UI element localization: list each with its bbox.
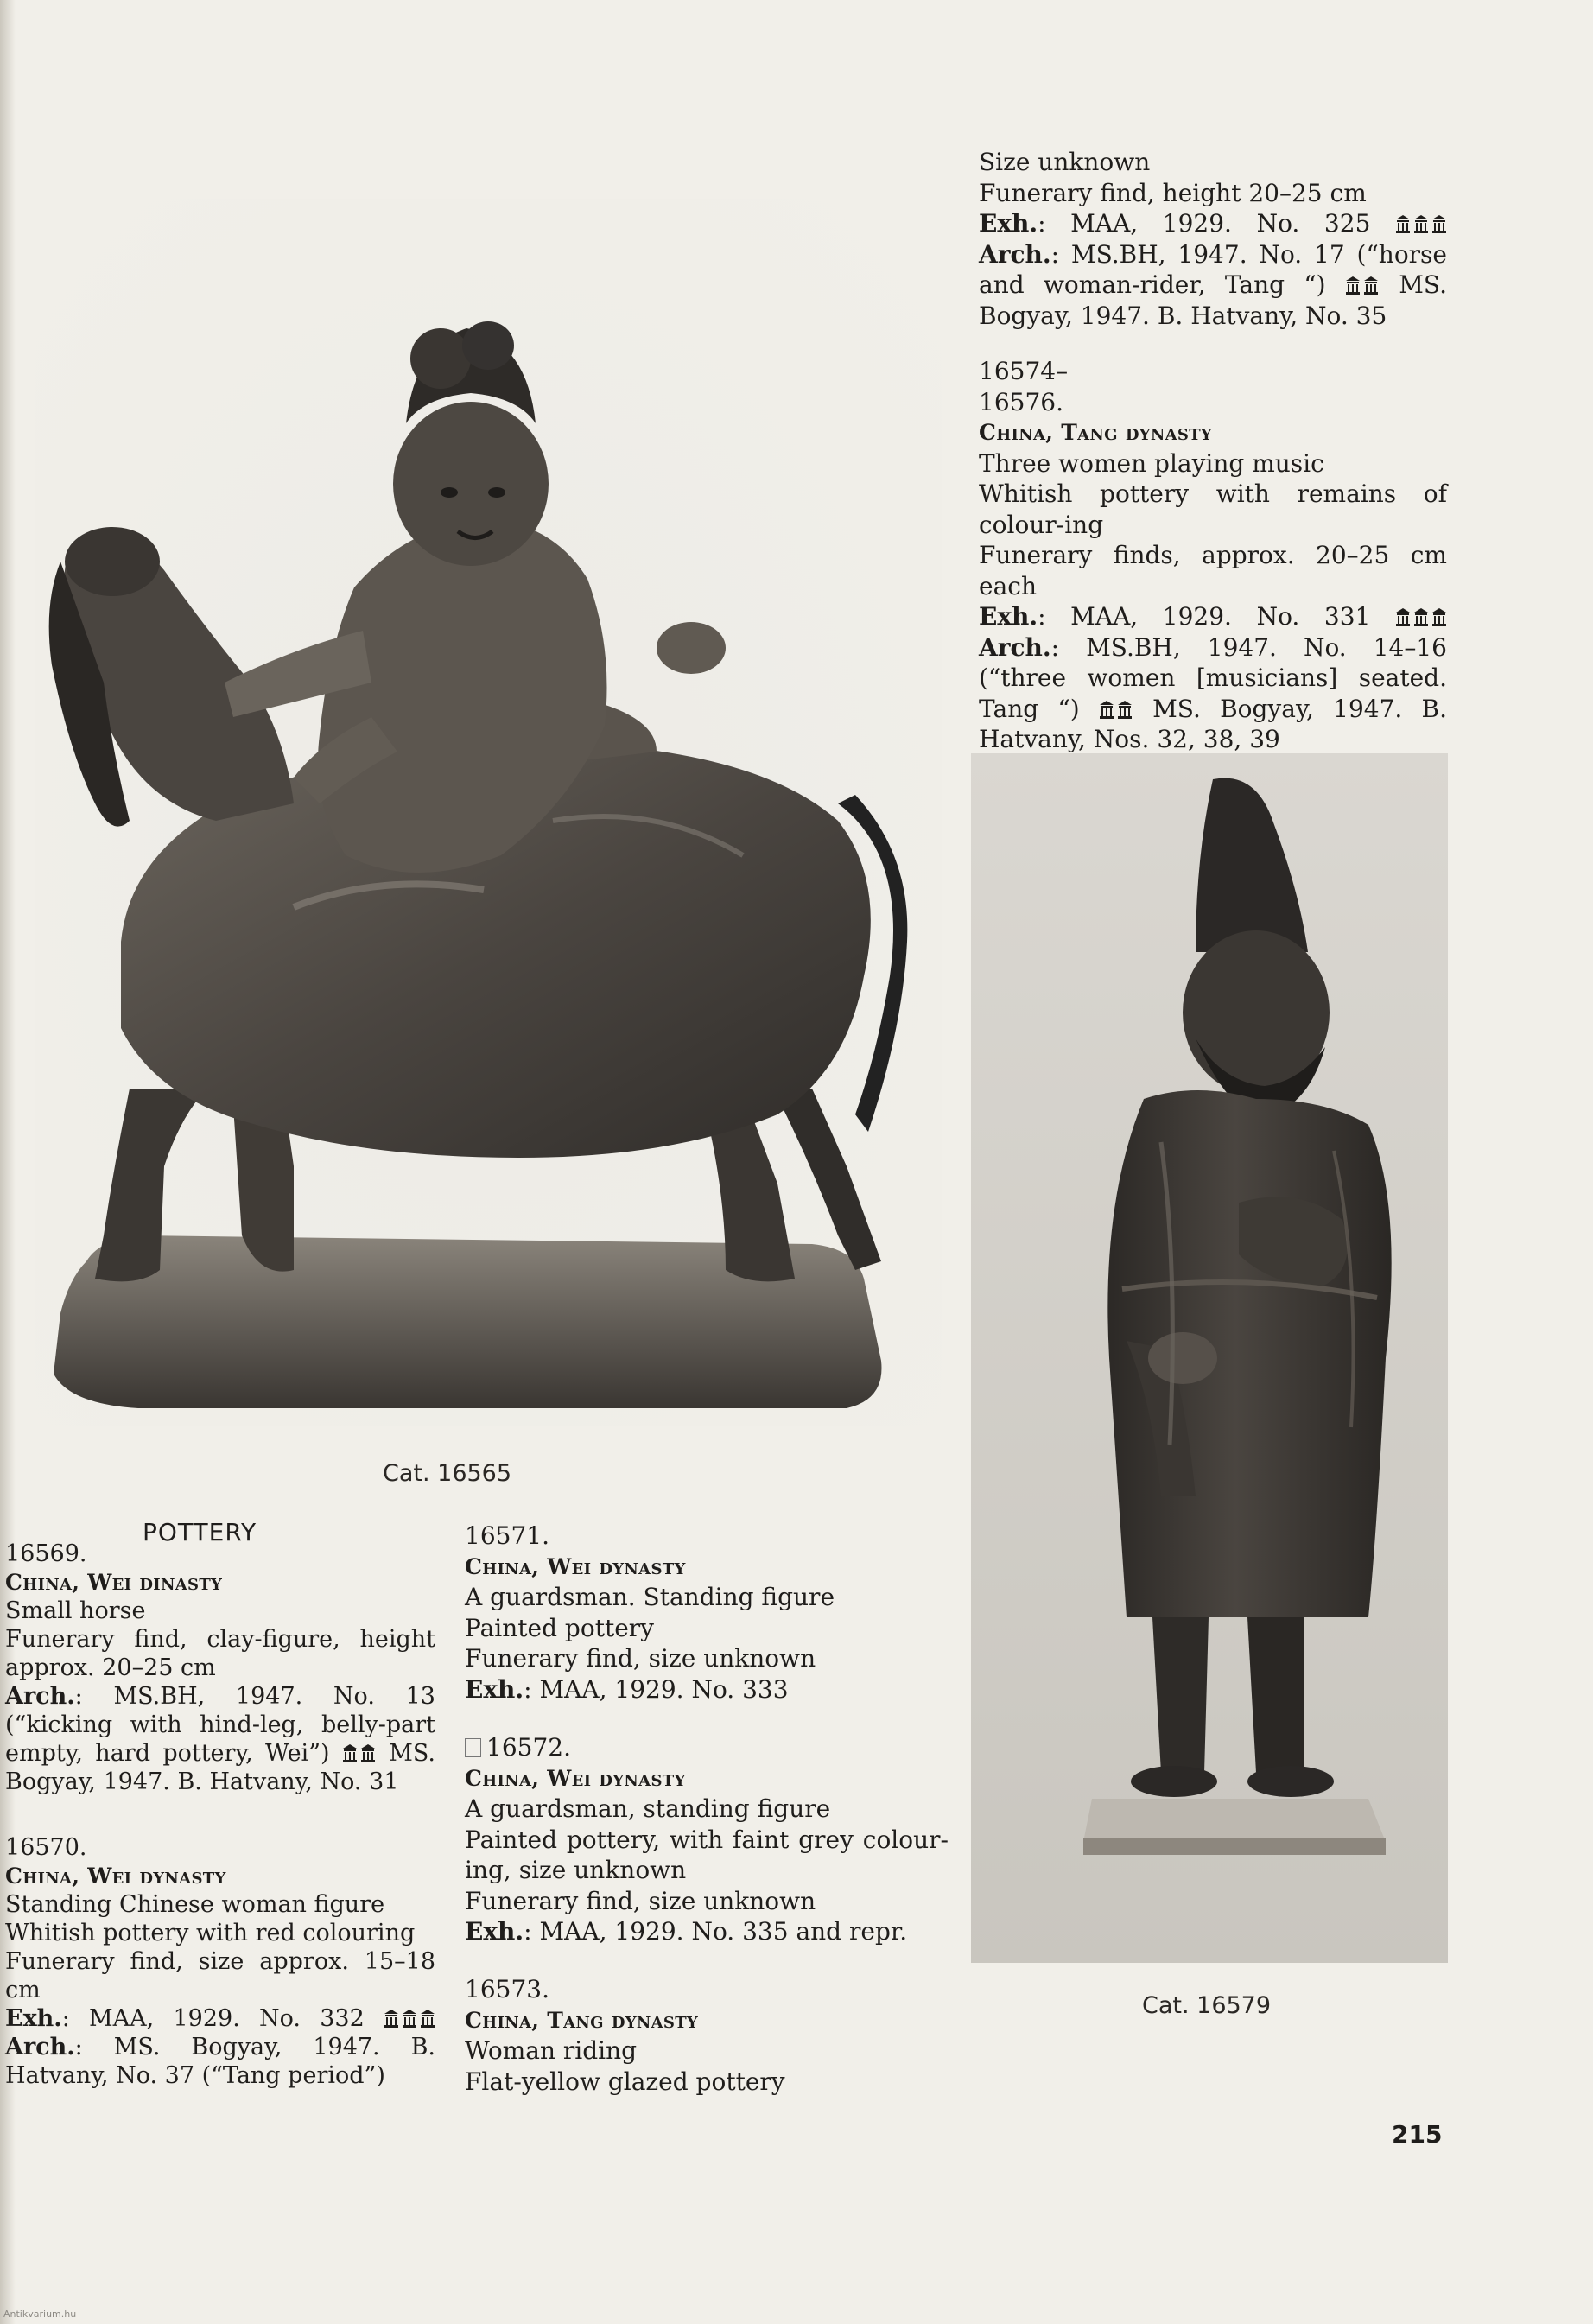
exh-label: Exh. — [465, 1674, 524, 1704]
arch-text: : MS. Bogyay, 1947. B. Hatvany, No. 37 (“Tang period”) — [5, 2034, 435, 2089]
temple-icon — [342, 1743, 377, 1762]
watermark: Antikvarium.hu — [3, 2308, 77, 2320]
exh-label: Exh. — [5, 2005, 62, 2032]
exh-label: Exh. — [465, 1917, 524, 1946]
entry-number: 16572. — [486, 1733, 571, 1762]
entry-find: Funerary finds, approx. 20–25 cm each — [979, 541, 1447, 600]
entry-title: A guardsman. Standing figure — [465, 1583, 835, 1611]
entry-16571 — [465, 1521, 949, 1705]
temple-icon — [1345, 276, 1380, 295]
entry-dynasty: China, Tang dynasty — [979, 420, 1213, 445]
entry-exh-arch — [979, 601, 1447, 755]
entry-title: Three women playing music — [979, 448, 1324, 478]
section-heading-pottery: POTTERY — [143, 1518, 257, 1546]
temple-icon — [1395, 214, 1447, 233]
entry-dynasty: China, Wei dynasty — [5, 1864, 226, 1889]
arch-text: : MS.BH, 1947. No. 17 (“horse and woman-rider, Tang “) — [979, 239, 1447, 299]
entry-title: Woman riding — [465, 2036, 638, 2065]
entry-exh-arch — [979, 208, 1447, 331]
entry-line: Funerary find, height 20–25 cm — [979, 178, 1367, 207]
entry-16574 — [979, 356, 1447, 755]
entry-16572 — [465, 1732, 949, 1947]
arch-label: Arch. — [5, 1683, 75, 1710]
entry-material: Whitish pottery with remains of colour-ing — [979, 479, 1447, 539]
exh-label: Exh. — [979, 209, 1038, 238]
entry-find: Funerary find, size unknown — [465, 1644, 816, 1673]
entry-material: Flat-yellow glazed pottery — [465, 2067, 785, 2096]
arch-label: Arch. — [979, 239, 1051, 269]
exh-text: : MAA, 1929. No. 331 — [1038, 602, 1371, 631]
entry-material: Painted pottery, with faint grey colour-ing, size unknown — [465, 1825, 949, 1884]
temple-icon — [1099, 700, 1133, 719]
entry-dynasty: China, Wei dynasty — [465, 1553, 686, 1579]
entry-title: A guardsman, standing figure — [465, 1794, 831, 1823]
arch-text-2: MS. Bogyay, 1947. B. Hatvany, No. 31 — [5, 1740, 435, 1795]
entry-16570 — [5, 1833, 435, 2090]
entry-material: Painted pottery — [465, 1613, 654, 1642]
entry-number: 16573. — [465, 1975, 549, 2003]
arch-text: : MS.BH, 1947. No. 14–16 (“three women [musicians] seated. Tang “) — [979, 632, 1447, 723]
temple-icon — [384, 2009, 435, 2028]
caption-cat-16579: Cat. 16579 — [1142, 1992, 1272, 2019]
arch-text-2: MS. Bogyay, 1947. B. Hatvany, No. 35 — [979, 270, 1448, 330]
exh-text: : MAA, 1929. No. 333 — [524, 1674, 789, 1704]
entry-arch — [5, 1682, 435, 1796]
page-number: 215 — [1392, 2120, 1443, 2149]
exh-text: : MAA, 1929. No. 335 and repr. — [524, 1917, 908, 1946]
entry-dynasty: China, Wei dynasty — [465, 1765, 686, 1791]
entry-number: 16571. — [465, 1521, 549, 1550]
checkbox-icon — [465, 1738, 481, 1757]
entry-find: Funerary find, clay-figure, height approx. 20–25 cm — [5, 1626, 435, 1681]
entry-find: Funerary find, size approx. 15–18 cm — [5, 1948, 435, 2003]
entry-find: Funerary find, size unknown — [465, 1886, 816, 1915]
entry-dynasty: China, Wei dinasty — [5, 1570, 223, 1595]
exh-text: : MAA, 1929. No. 325 — [1038, 209, 1371, 238]
entry-exh — [465, 1674, 949, 1705]
entry-continuation — [979, 147, 1447, 331]
entry-line: Size unknown — [979, 148, 1151, 176]
entry-number-row — [465, 1732, 949, 1763]
temple-icon — [1395, 607, 1447, 626]
arch-text-2: MS. Bogyay, 1947. B. Hatvany, Nos. 32, 38, 39 — [979, 694, 1448, 753]
exh-text: : MAA, 1929. No. 332 — [61, 2005, 365, 2032]
entry-16569 — [5, 1540, 435, 1796]
entry-16573 — [465, 1974, 949, 2097]
arch-label: Arch. — [979, 632, 1051, 662]
arch-label: Arch. — [5, 2034, 75, 2060]
entry-dynasty: China, Tang dynasty — [465, 2007, 699, 2033]
entry-material: Whitish pottery with red colouring — [5, 1920, 416, 1946]
entry-exh-arch — [5, 2004, 435, 2090]
entry-title: Standing Chinese woman figure — [5, 1891, 385, 1918]
guardsman-photo — [971, 753, 1448, 1963]
caption-cat-16565: Cat. 16565 — [383, 1460, 512, 1487]
entry-number: 16574– — [979, 357, 1069, 385]
arch-text: : MS.BH, 1947. No. 13 (“kicking with hind-leg, belly-part empty, hard pottery, Wei”) — [5, 1683, 435, 1767]
entry-number: 16570. — [5, 1834, 87, 1861]
exh-label: Exh. — [979, 602, 1038, 631]
horse-rider-photo — [35, 199, 942, 1426]
entry-title: Small horse — [5, 1597, 146, 1624]
entry-number: 16569. — [5, 1540, 87, 1567]
entry-number: 16576. — [979, 387, 1063, 416]
entry-exh — [465, 1916, 949, 1947]
